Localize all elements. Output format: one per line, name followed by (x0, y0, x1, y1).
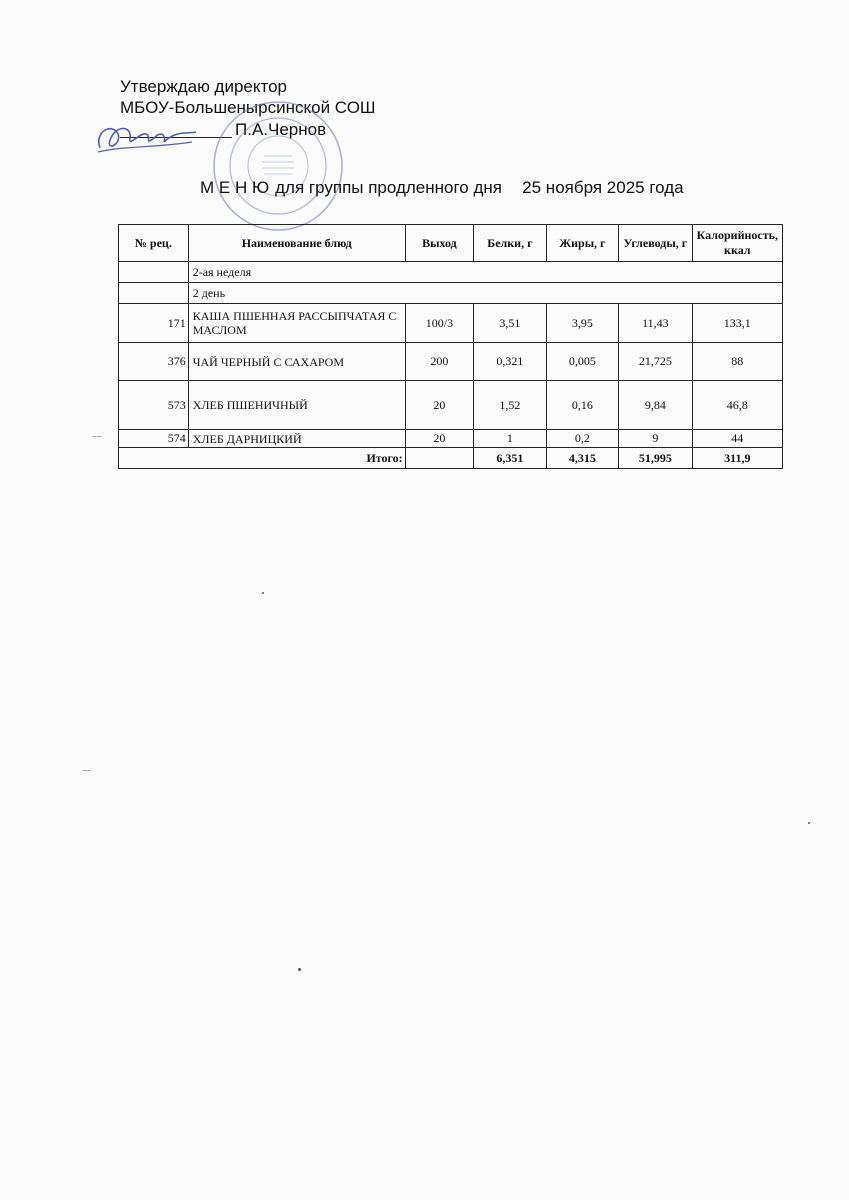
signature-icon (92, 112, 202, 160)
dish-protein: 0,321 (474, 343, 546, 381)
header-kcal: Калорийность, ккал (692, 225, 782, 262)
school-stamp-icon (208, 96, 348, 236)
scan-speck (92, 436, 102, 437)
header-name: Наименование блюд (188, 225, 405, 262)
dish-kcal: 44 (692, 430, 782, 448)
dish-name: ХЛЕБ ПШЕНИЧНЫЙ (188, 381, 405, 430)
rec-number: 376 (119, 343, 189, 381)
rec-number: 573 (119, 381, 189, 430)
header-carbs: Углеводы, г (619, 225, 692, 262)
dish-output: 100/3 (405, 304, 474, 343)
document-title (200, 178, 690, 198)
dish-carbs: 21,725 (619, 343, 692, 381)
total-protein: 6,351 (474, 448, 546, 469)
scan-speck (808, 822, 810, 824)
table-row (119, 343, 783, 381)
week-row (119, 262, 783, 283)
week-label: 2-ая неделя (188, 262, 782, 283)
dish-output: 200 (405, 343, 474, 381)
menu-table (118, 224, 783, 469)
day-label: 2 день (188, 283, 782, 304)
dish-kcal: 88 (692, 343, 782, 381)
header-rec: № рец. (119, 225, 189, 262)
dish-fat: 0,2 (546, 430, 619, 448)
title-text: для группы продленного дня (275, 178, 502, 197)
table-row (119, 381, 783, 430)
dish-protein: 3,51 (474, 304, 546, 343)
dish-carbs: 11,43 (619, 304, 692, 343)
dish-kcal: 46,8 (692, 381, 782, 430)
header-protein: Белки, г (474, 225, 546, 262)
dish-fat: 3,95 (546, 304, 619, 343)
scan-speck (262, 592, 264, 594)
total-label: Итого: (119, 448, 406, 469)
rec-number: 171 (119, 304, 189, 343)
dish-output: 20 (405, 381, 474, 430)
table-row (119, 430, 783, 448)
header-output: Выход (405, 225, 474, 262)
dish-fat: 0,005 (546, 343, 619, 381)
total-row (119, 448, 783, 469)
dish-kcal: 133,1 (692, 304, 782, 343)
dish-protein: 1 (474, 430, 546, 448)
rec-number: 574 (119, 430, 189, 448)
school-name: МБОУ-Большенырсинской СОШ (120, 98, 376, 117)
day-row (119, 283, 783, 304)
header-fat: Жиры, г (546, 225, 619, 262)
dish-output: 20 (405, 430, 474, 448)
dish-carbs: 9,84 (619, 381, 692, 430)
total-kcal: 311,9 (692, 448, 782, 469)
approval-title: Утверждаю директор (120, 77, 288, 96)
scan-speck (82, 770, 90, 771)
table-header-row (119, 225, 783, 262)
menu-date: 25 ноября 2025 года (522, 178, 684, 197)
dish-fat: 0,16 (546, 381, 619, 430)
dish-name: ХЛЕБ ДАРНИЦКИЙ (188, 430, 405, 448)
menu-word: М Е Н Ю (200, 178, 270, 197)
dish-name: ЧАЙ ЧЕРНЫЙ С САХАРОМ (188, 343, 405, 381)
total-fat: 4,315 (546, 448, 619, 469)
dish-name: КАША ПШЕННАЯ РАССЫПЧАТАЯ С МАСЛОМ (188, 304, 405, 343)
dish-protein: 1,52 (474, 381, 546, 430)
scan-speck (298, 968, 301, 971)
director-name: П.А.Чернов (235, 120, 327, 139)
total-carbs: 51,995 (619, 448, 692, 469)
dish-carbs: 9 (619, 430, 692, 448)
table-row (119, 304, 783, 343)
